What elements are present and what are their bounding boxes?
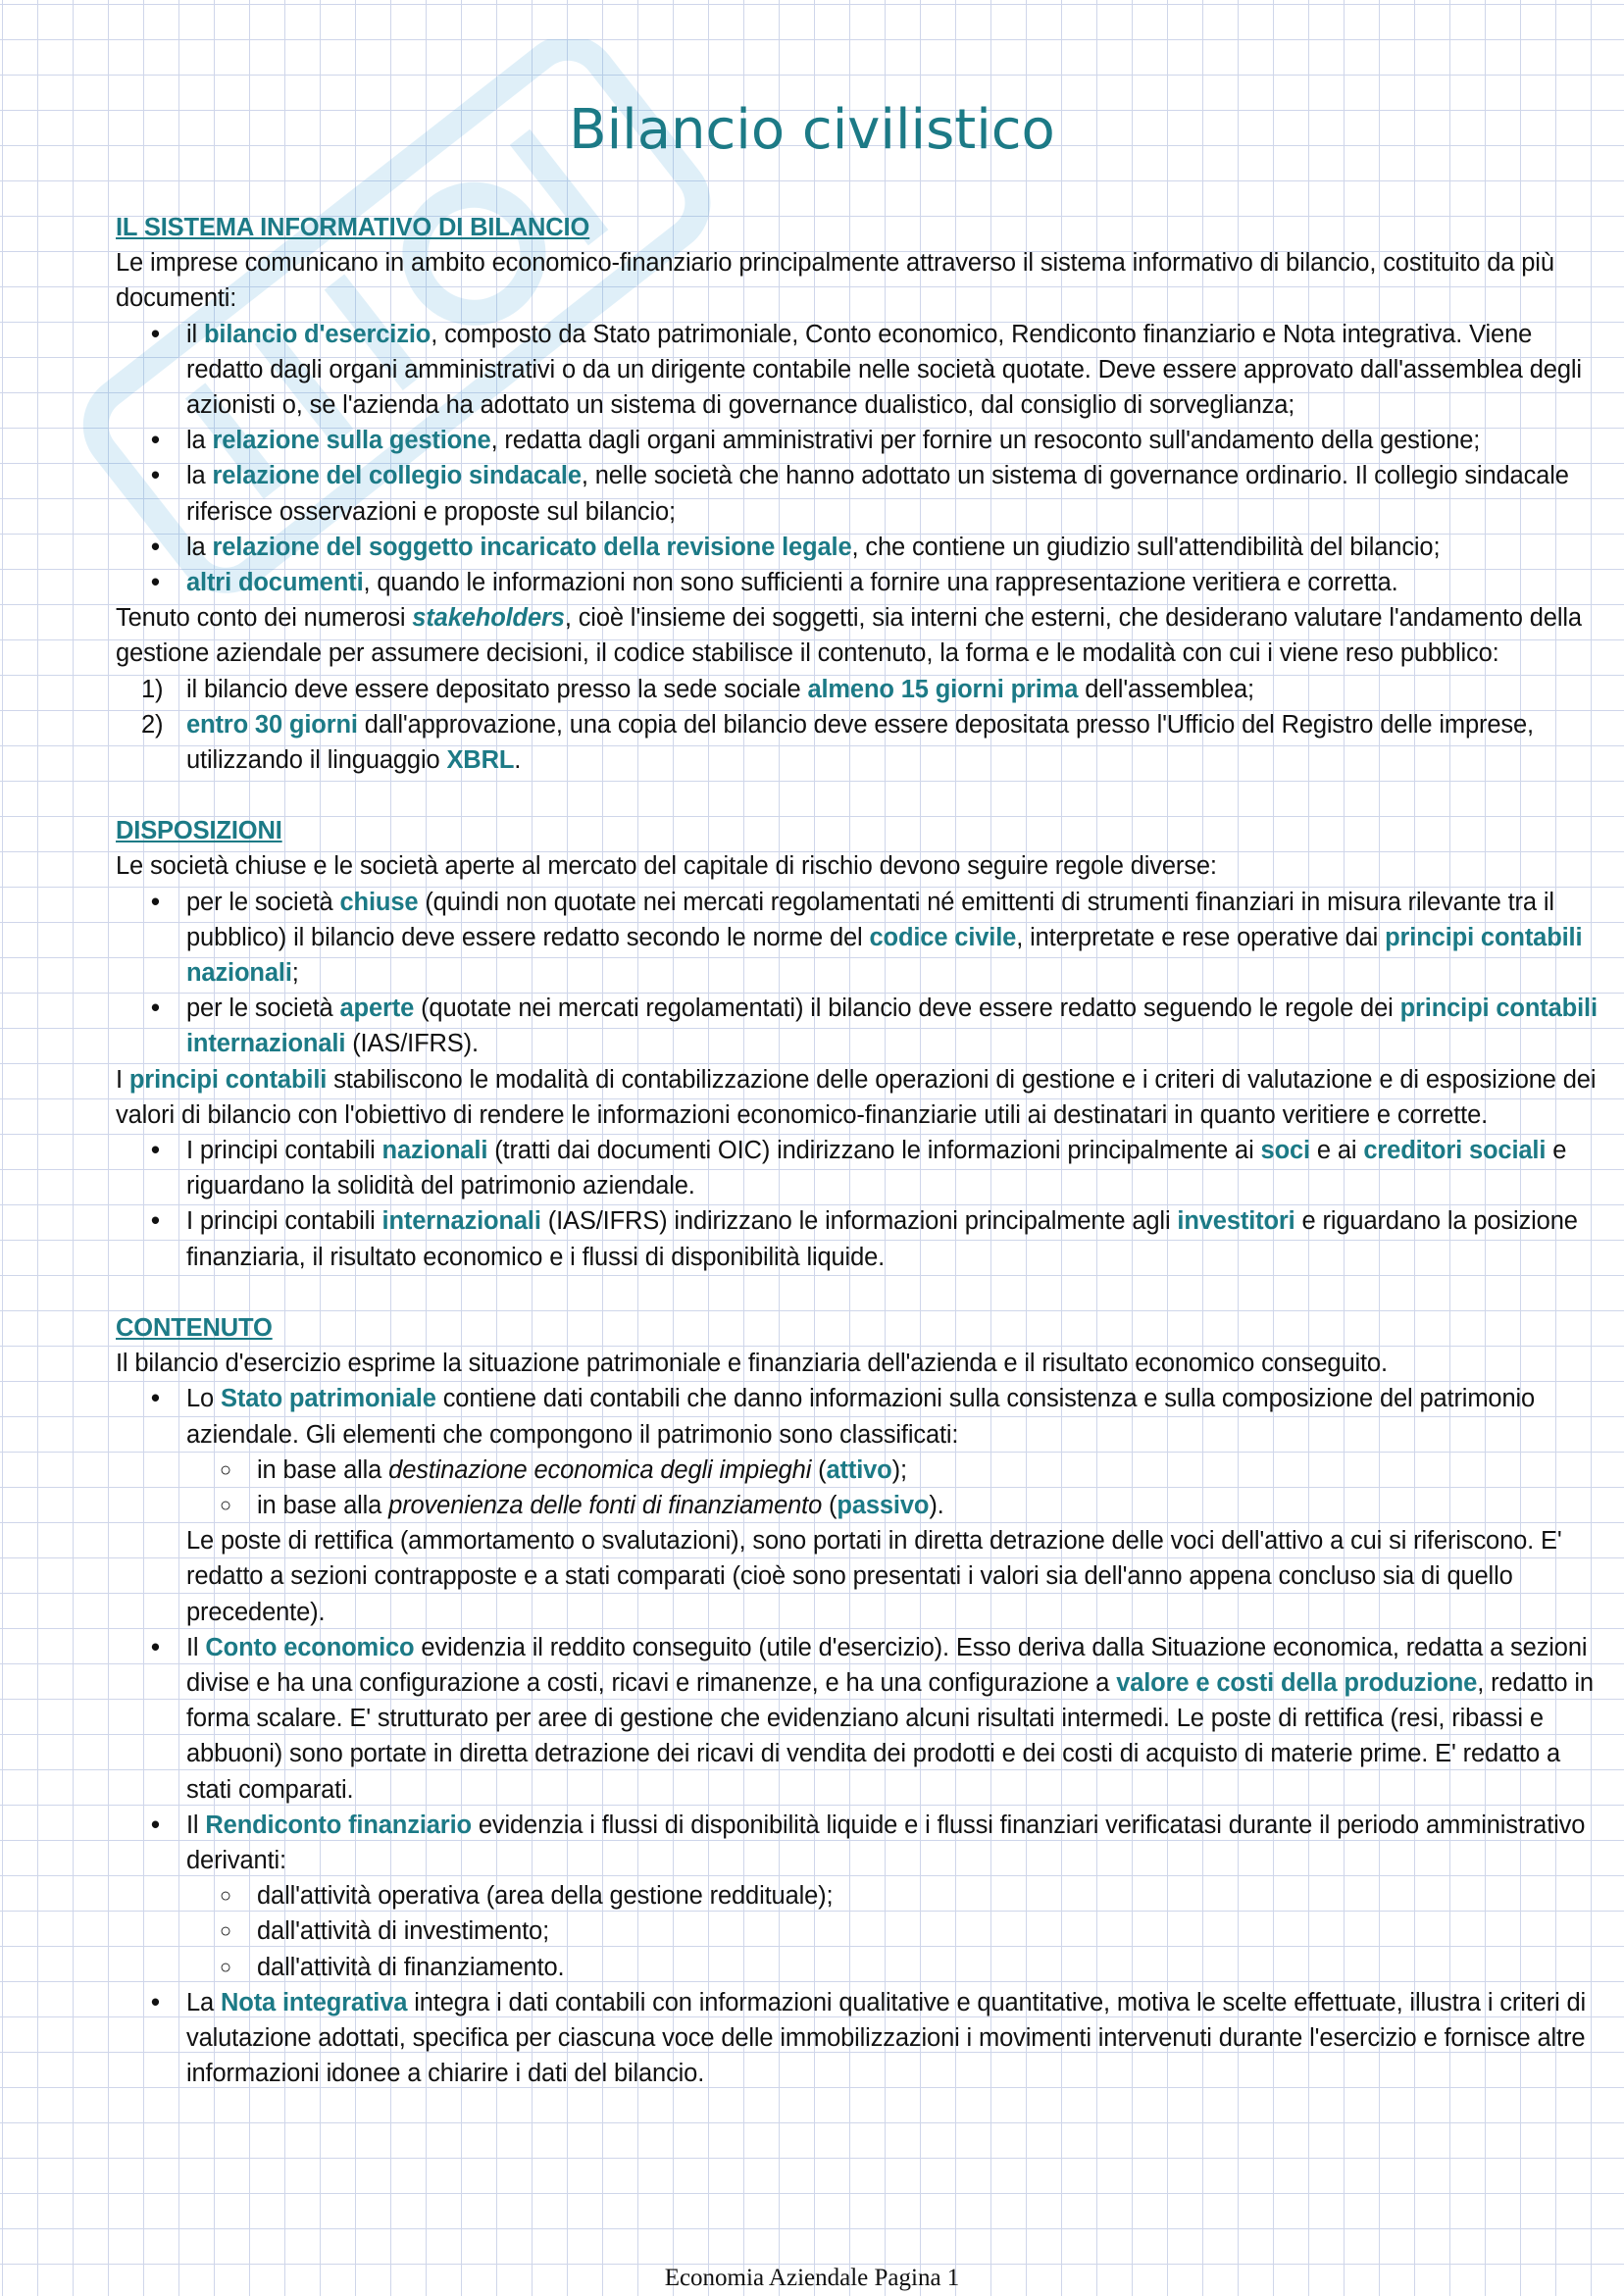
highlight-term: soci	[1260, 1137, 1310, 1165]
paragraph: Tenuto conto dei numerosi stakeholders, cioè l'insieme dei soggetti, sia interni che esterni, che desiderano valutare l'andamento della gestione aziendale per assumere decisioni, il codice stabilisce il contenuto, la forma e le modalità con cui i viene reso pubblico:	[116, 604, 1582, 668]
sub-list-item: ○ dall'attività operativa (area della gestione reddituale);	[186, 1878, 1606, 1913]
highlight-term: codice civile	[869, 923, 1017, 951]
paragraph: Le società chiuse e le società aperte al mercato del capitale di rischio devono seguire regole diverse:	[116, 852, 1217, 881]
highlight-term: Stato patrimoniale	[221, 1385, 436, 1413]
sub-list	[186, 1878, 1606, 1985]
highlight-term: attivo	[826, 1455, 892, 1484]
sub-list-item: ○ in base alla destinazione economica degli impieghi (attivo);	[186, 1453, 1606, 1488]
highlight-term: internazionali	[381, 1207, 541, 1236]
paragraph: Le imprese comunicano in ambito economico-finanziario principalmente attraverso il sistema informativo di bilancio, costituito da più documenti:	[116, 249, 1554, 313]
highlight-term: stakeholders	[412, 604, 565, 633]
sub-list-item: ○ dall'attività di finanziamento.	[186, 1950, 1606, 1985]
highlight-term: relazione sulla gestione	[212, 427, 491, 455]
list-item: • la relazione del collegio sindacale, nelle società che hanno adottato un sistema di governance ordinario. Il collegio sindacale riferisce osservazioni e proposte sul bilancio;	[116, 458, 1606, 529]
highlight-term: nazionali	[381, 1137, 488, 1165]
sub-list	[186, 1453, 1606, 1523]
list-item: • altri documenti, quando le informazioni non sono sufficienti a fornire una rappresentazione veritiera e corretta.	[116, 565, 1606, 600]
paragraph: Il bilancio d'esercizio esprime la situazione patrimoniale e finanziaria dell'azienda e il risultato economico conseguito.	[116, 1350, 1388, 1378]
list-item: • Il Conto economico evidenzia il reddito conseguito (utile d'esercizio). Esso deriva dalla Situazione economica, redatta a sezioni divise e ha una configurazione a costi, ricavi e rimanenze, e ha una configurazione a valore e costi della produzione, redatto in forma scalare. E' strutturato per aree di gestione che evidenziano alcuni risultati intermedi. Le poste di rettifica (resi, ribassi e abbuoni) sono portate in diretta detrazione dei ricavi di vendita dei prodotti e dei costi di acquisto di materie prime. E' redatto a stati comparati.	[116, 1630, 1606, 1808]
list-item: • Il Rendiconto finanziario evidenzia i flussi di disponibilità liquide e i flussi finanziari verificatasi durante il periodo amministrativo derivanti: ○ dall'attività operativa (area della gestione reddituale); ○ dall'attività di investimento; ○ dall'attività di finanziamento.	[116, 1808, 1606, 1985]
document-body	[116, 210, 1606, 2091]
list-item: 1) il bilancio deve essere depositato presso la sede sociale almeno 15 giorni prima dell'assemblea;	[116, 672, 1606, 707]
highlight-term: principi contabili internazionali	[186, 995, 1598, 1058]
list-item: 2) entro 30 giorni dall'approvazione, una copia del bilancio deve essere depositata presso l'Ufficio del Registro delle imprese, utilizzando il linguaggio XBRL.	[116, 707, 1606, 778]
highlight-term: XBRL	[446, 746, 515, 775]
bullet-list	[116, 885, 1606, 1062]
list-item: • I principi contabili internazionali (IAS/IFRS) indirizzano le informazioni principalmente agli investitori e riguardano la posizione finanziaria, il risultato economico e i flussi di disponibilità liquide.	[116, 1203, 1606, 1274]
highlight-term: relazione del soggetto incaricato della revisione legale	[212, 533, 852, 561]
highlight-term: relazione del collegio sindacale	[212, 462, 582, 490]
highlight-term: Rendiconto finanziario	[205, 1811, 472, 1839]
page-footer: Economia Aziendale Pagina 1	[664, 2265, 960, 2291]
bullet-list	[116, 1381, 1606, 2091]
highlight-term: altri documenti	[186, 569, 364, 597]
sub-list-item: ○ dall'attività di investimento;	[186, 1913, 1606, 1949]
list-item: • per le società aperte (quotate nei mercati regolamentati) il bilancio deve essere redatto seguendo le regole dei principi contabili internazionali (IAS/IFRS).	[116, 991, 1606, 1061]
highlight-term: aperte	[339, 995, 415, 1023]
highlight-term: bilancio d'esercizio	[203, 320, 431, 348]
list-item: • Lo Stato patrimoniale contiene dati contabili che danno informazioni sulla consistenza e sulla composizione del patrimonio aziendale. Gli elementi che compongono il patrimonio sono classificati: ○ in base alla destinazione economica degli impieghi (attivo); ○ in base alla provenienza delle fonti di finanziamento (passivo). Le poste di rettifica (ammortamento o svalutazioni), sono portati in diretta detrazione delle voci dell'attivo a cui si riferiscono. E' redatto a sezioni contrapposte e a stati comparati (cioè sono presentati i valori sia dell'anno appena concluso sia di quello precedente).	[116, 1381, 1606, 1629]
paragraph: Le poste di rettifica (ammortamento o svalutazioni), sono portati in diretta detrazione delle voci dell'attivo a cui si riferiscono. E' redatto a sezioni contrapposte e a stati comparati (cioè sono presentati i valori sia dell'anno appena concluso sia di quello precedente).	[186, 1527, 1562, 1626]
page-title: Bilancio civilistico	[569, 98, 1055, 162]
highlight-term: investitori	[1177, 1207, 1295, 1236]
highlight-term: Conto economico	[205, 1633, 415, 1661]
highlight-term: entro 30 giorni	[186, 710, 358, 739]
sub-list-item: ○ in base alla provenienza delle fonti di finanziamento (passivo).	[186, 1488, 1606, 1523]
section-heading-sistema-informativo: IL SISTEMA INFORMATIVO DI BILANCIO	[116, 214, 590, 241]
list-item: • la relazione del soggetto incaricato della revisione legale, che contiene un giudizio sull'attendibilità del bilancio;	[116, 530, 1606, 565]
bullet-list	[116, 317, 1606, 601]
highlight-term: principi contabili nazionali	[186, 923, 1583, 988]
paragraph: I principi contabili stabiliscono le modalità di contabilizzazione delle operazioni di gestione e i criteri di valutazione e di esposizione dei valori di bilancio con l'obiettivo di rendere le informazioni economico-finanziarie utili ai destinatari in quanto veritiere e corrette.	[116, 1065, 1597, 1129]
section-heading-contenuto: CONTENUTO	[116, 1313, 273, 1342]
highlight-term: chiuse	[339, 888, 419, 916]
list-item: • I principi contabili nazionali (tratti dai documenti OIC) indirizzano le informazioni principalmente ai soci e ai creditori sociali e riguardano la solidità del patrimonio aziendale.	[116, 1133, 1606, 1203]
highlight-term: Nota integrativa	[221, 1988, 408, 2016]
highlight-term: passivo	[837, 1491, 930, 1519]
list-item: • la relazione sulla gestione, redatta dagli organi amministrativi per fornire un resoconto sull'andamento della gestione;	[116, 423, 1606, 458]
bullet-list	[116, 1133, 1606, 1275]
list-item: • per le società chiuse (quindi non quotate nei mercati regolamentati né emittenti di strumenti finanziari in misura rilevante tra il pubblico) il bilancio deve essere redatto secondo le norme del codice civile, interpretate e rese operative dai principi contabili nazionali;	[116, 885, 1606, 992]
highlight-term: valore e costi della produzione	[1116, 1668, 1478, 1697]
highlight-term: almeno 15 giorni prima	[807, 675, 1079, 703]
list-item: • La Nota integrativa integra i dati contabili con informazioni qualitative e quantitative, motiva le scelte effettuate, illustra i criteri di valutazione adottati, specifica per ciascuna voce delle immobilizzazioni i movimenti intervenuti durante l'esercizio e fornisce altre informazioni idonee a chiarire i dati del bilancio.	[116, 1985, 1606, 2092]
list-item: • il bilancio d'esercizio, composto da Stato patrimoniale, Conto economico, Rendiconto finanziario e Nota integrativa. Viene redatto dagli organi amministrativi o da un dirigente contabile nelle società quotate. Deve essere approvato dall'assemblea degli azionisti o, se l'azienda ha adottato un sistema di governance dualistico, dal consiglio di sorveglianza;	[116, 317, 1606, 424]
highlight-term: principi contabili	[128, 1065, 328, 1094]
numbered-list	[116, 672, 1606, 779]
highlight-term: creditori sociali	[1363, 1137, 1547, 1165]
section-heading-disposizioni: DISPOSIZIONI	[116, 817, 282, 845]
